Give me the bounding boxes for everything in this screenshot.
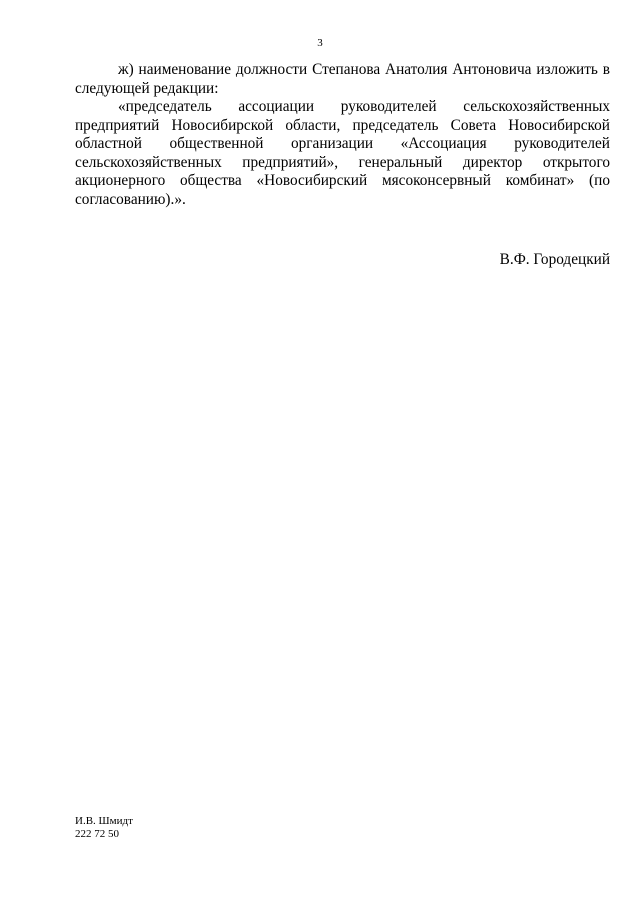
signature-name: В.Ф. Городецкий [499, 251, 610, 268]
executor-name: И.В. Шмидт [75, 815, 133, 827]
executor-block [75, 815, 133, 841]
executor-phone: 222 72 50 [75, 828, 119, 840]
page-number: 3 [317, 37, 323, 49]
document-body [75, 61, 610, 209]
new-title-paragraph: «председатель ассоциации руководителей сельскохозяйственных предприятий Новосибирской области, председатель Совета Новосибирской областной общественной организации «Ассоциация руководителей сельскохозяйственных предприятий», генеральный директор открытого акционерного общества «Новосибирский мясоконсервный комбинат» (по согласованию).». [75, 98, 610, 208]
amendment-paragraph: ж) наименование должности Степанова Анатолия Антоновича изложить в следующей редакции: [75, 61, 610, 97]
